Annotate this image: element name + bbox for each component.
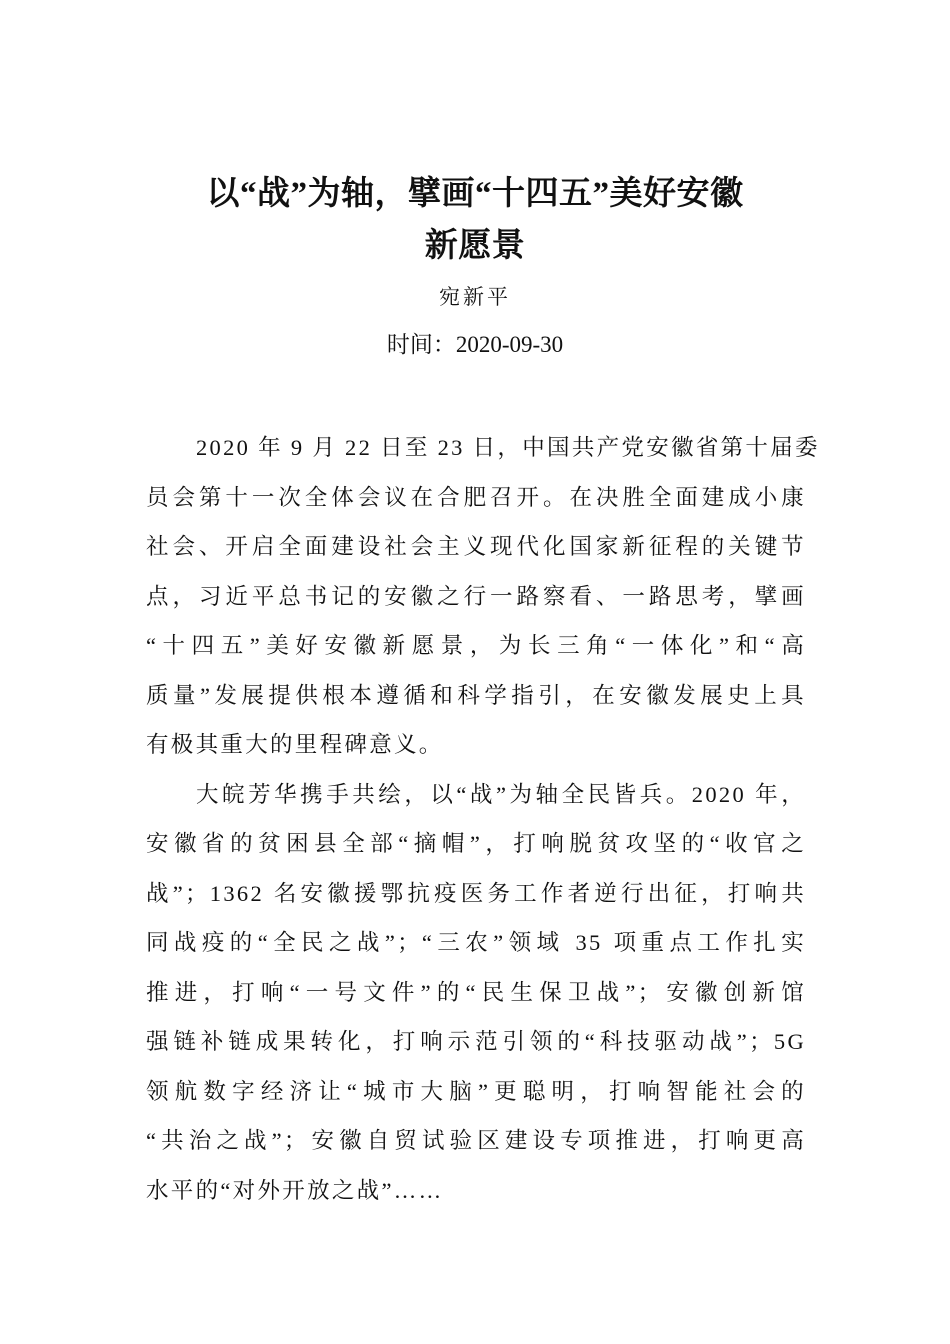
paragraph-2-line: “共治之战”；安徽自贸试验区建设专项推进，打响更高 <box>146 1128 806 1153</box>
paragraph-1-line: “十四五”美好安徽新愿景，为长三角“一体化”和“高 <box>146 633 806 658</box>
paragraph-1-line: 社会、开启全面建设社会主义现代化国家新征程的关键节 <box>146 534 806 559</box>
publish-date: 时间：2020-09-30 <box>386 332 564 357</box>
article-body <box>146 423 820 1215</box>
paragraph-2-line: 水平的“对外开放之战”…… <box>146 1177 444 1203</box>
document-title <box>130 168 820 272</box>
paragraph-2-line: 战”；1362 名安徽援鄂抗疫医务工作者逆行出征，打响共 <box>146 880 806 906</box>
paragraph-2-line: 强链补链成果转化，打响示范引领的“科技驱动战”；5G <box>146 1029 806 1054</box>
paragraph-2-line: 推进，打响“一号文件”的“民生保卫战”；安徽创新馆 <box>146 979 806 1005</box>
title-line-2: 新愿景 <box>424 228 526 264</box>
paragraph-1-line: 质量”发展提供根本遵循和科学指引，在安徽发展史上具 <box>146 682 806 708</box>
paragraph-1-line: 员会第十一次全体会议在合肥召开。在决胜全面建成小康 <box>146 484 806 510</box>
paragraph-1-line: 有极其重大的里程碑意义。 <box>146 732 444 757</box>
paragraph-1-line: 点，习近平总书记的安徽之行一路察看、一路思考，擘画 <box>146 583 806 609</box>
paragraph-2-line: 领航数字经济让“城市大脑”更聪明，打响智能社会的 <box>146 1078 806 1104</box>
paragraph-2-line: 安徽省的贫困县全部“摘帽”，打响脱贫攻坚的“收官之 <box>146 831 806 856</box>
paragraph-2-line: 同战疫的“全民之战”；“三农”领域 35 项重点工作扎实 <box>146 930 806 955</box>
paragraph-1-line: 2020 年 9 月 22 日至 23 日，中国共产党安徽省第十届委 <box>196 435 820 460</box>
author-name: 宛新平 <box>439 285 511 309</box>
title-line-1: 以“战”为轴，擘画“十四五”美好安徽 <box>206 176 744 212</box>
paragraph-2-line: 大皖芳华携手共绘，以“战”为轴全民皆兵。2020 年， <box>196 781 806 807</box>
